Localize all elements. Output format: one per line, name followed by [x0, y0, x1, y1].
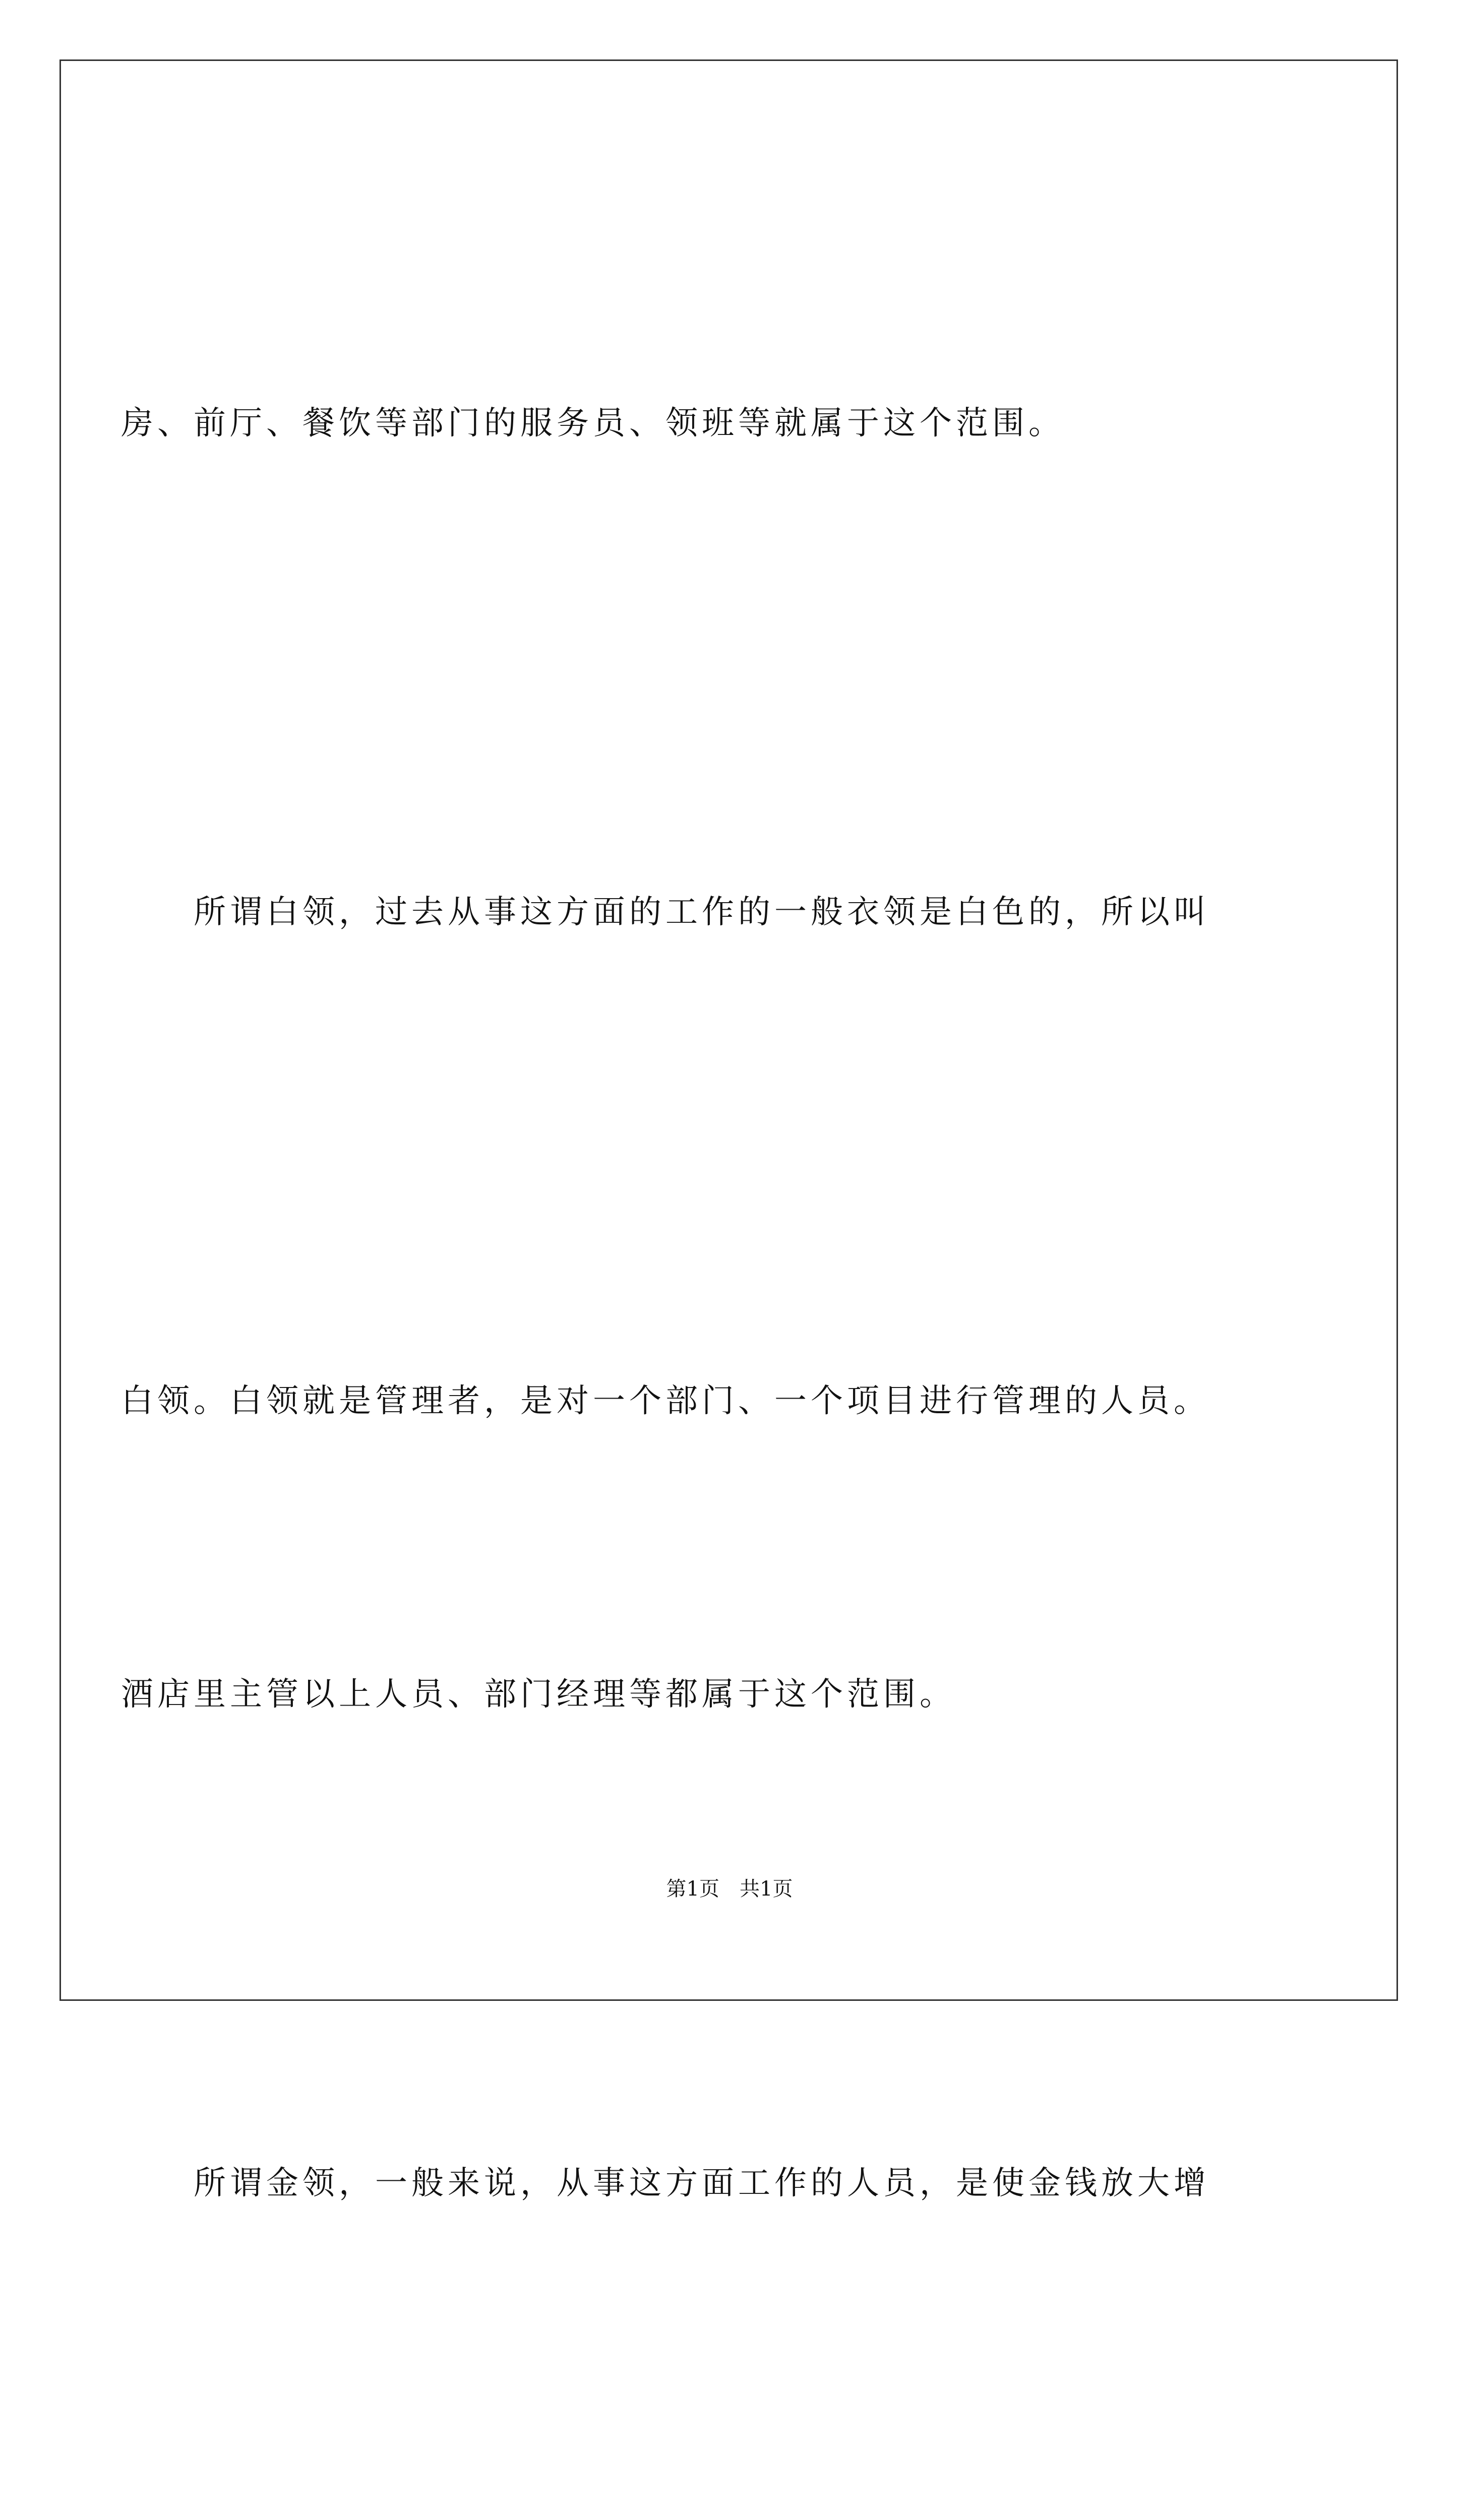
- paragraph-2: [121, 668, 1356, 1157]
- paragraph-3: [121, 1939, 1356, 2428]
- text-line: 所谓金领，一般来说，从事这方面工作的人员，是使金钱放大增: [194, 2165, 1210, 2202]
- text-line: 所谓白领，过去从事这方面的工作的一般衣领是白色的，所以叫: [194, 894, 1210, 931]
- document-body: [121, 179, 1356, 2520]
- page-number: 第1页: [666, 1877, 719, 1901]
- page-footer: [0, 1873, 1459, 1902]
- paragraph-1: [121, 179, 1356, 668]
- text-line: 房、前厅、餐饮等部门的服务员、领班等就属于这个范围。: [121, 405, 1065, 442]
- paragraph-2-cont: [121, 1157, 1356, 1939]
- page-total: 共1页: [740, 1877, 793, 1901]
- paragraph-3-cont: [121, 2428, 1356, 2520]
- text-line: 白领。白领就是管理者，是对一个部门、一个项目进行管理的人员。: [121, 1382, 1210, 1420]
- text-line: 酒店里主管以上人员、部门经理等都属于这个范围。: [121, 1676, 956, 1713]
